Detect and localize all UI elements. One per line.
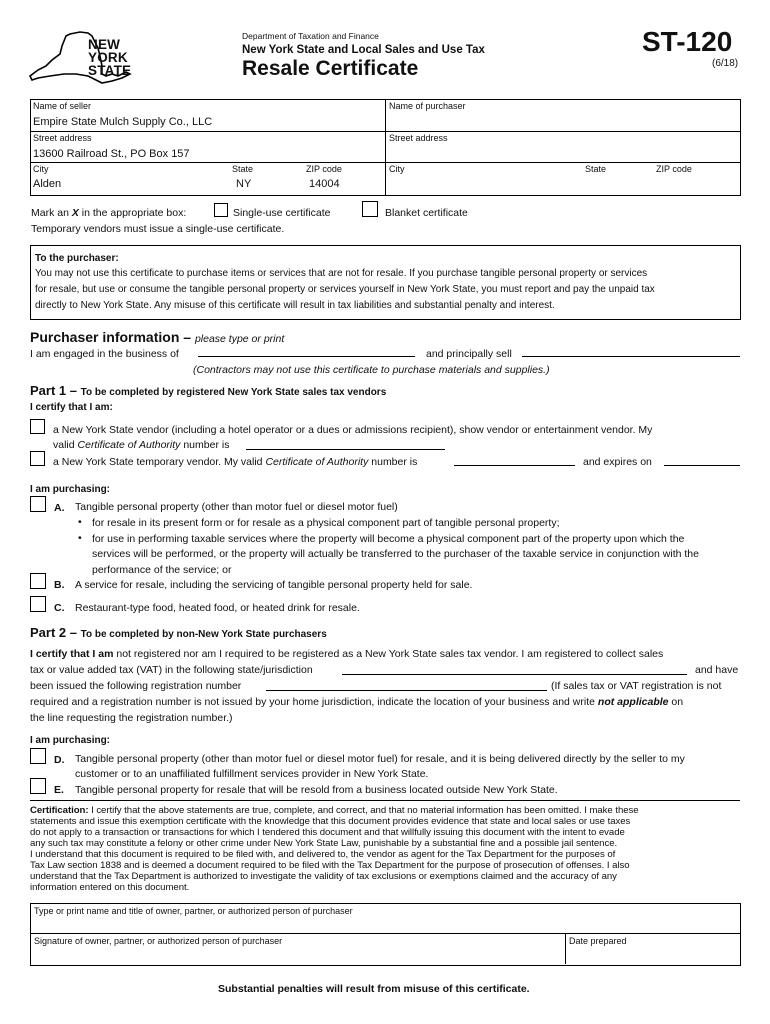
engaged-in-business-label: I am engaged in the business of: [30, 348, 179, 360]
state-logo-line-3: STATE: [88, 63, 132, 78]
principally-sell-field[interactable]: [522, 356, 740, 357]
purchaser-name-field[interactable]: [388, 113, 736, 129]
department-name: Department of Taxation and Finance: [242, 31, 379, 41]
part2-line-3: been issued the following registration number: [30, 680, 242, 692]
certification-line-7: understand that the Tax Department is authorized to investigate the validity of tax exclusions or exemptions claimed and the accuracy of any: [30, 871, 617, 882]
purchaser-city-label: City: [389, 164, 405, 174]
signature-field[interactable]: [32, 947, 562, 962]
form-subtitle: New York State and Local Sales and Use Tax: [242, 44, 485, 56]
signature-date-divider: [565, 933, 566, 964]
contractors-note: (Contractors may not use this certificate to purchase materials and supplies.): [193, 364, 550, 376]
seller-city-value[interactable]: Alden: [33, 178, 62, 190]
option-a-text: Tangible personal property (other than motor fuel or diesel motor fuel): [75, 501, 398, 513]
purchaser-street-label: Street address: [389, 133, 448, 143]
temporary-vendor-note: Temporary vendors must issue a single-use certificate.: [31, 223, 285, 235]
option-d-checkbox[interactable]: [30, 748, 46, 764]
purchaser-state-field[interactable]: [582, 176, 648, 192]
penalty-warning: Substantial penalties will result from misuse of this certificate.: [218, 983, 530, 995]
nys-vendor-text-2: valid Certificate of Authority number is: [53, 439, 230, 451]
single-use-checkbox[interactable]: [214, 203, 228, 217]
state-logo-line-2: YORK: [88, 50, 128, 65]
option-c-checkbox[interactable]: [30, 596, 46, 612]
option-a-checkbox[interactable]: [30, 496, 46, 512]
to-purchaser-line-3: directly to New York State. Any misuse of this certificate will result in tax liabilities and substantial penalty and interest.: [35, 300, 555, 311]
option-d-letter: D.: [54, 754, 65, 766]
certification-line-8: information entered on this document.: [30, 882, 190, 893]
registration-number-field[interactable]: [266, 690, 547, 691]
purchaser-state-label: State: [585, 164, 607, 174]
temporary-vendor-text: a New York State temporary vendor. My valid Certificate of Authority number is: [53, 456, 418, 468]
form-revision: (6/18): [712, 58, 739, 69]
option-d-line-2: customer or to an unaffiliated fulfillment services provider in New York State.: [75, 768, 429, 780]
seller-name-label: Name of seller: [33, 101, 92, 111]
part2-line-4: required and a registration number is not issued by your home jurisdiction, indicate the location of your business and write not applicable on: [30, 696, 684, 708]
certificate-authority-number-field[interactable]: [246, 449, 445, 450]
part2-line-1: I certify that I am not registered nor am I required to be registered as a New York State sales tax vendor. I am registered to collect sales: [30, 648, 664, 660]
option-e-checkbox[interactable]: [30, 778, 46, 794]
part2-line-2-end: and have: [695, 664, 739, 676]
date-prepared-label: Date prepared: [569, 936, 627, 946]
option-c-letter: C.: [54, 602, 65, 614]
seller-zip-label: ZIP code: [306, 164, 342, 174]
seller-state-value[interactable]: NY: [236, 178, 252, 190]
name-title-field[interactable]: [32, 917, 737, 931]
blanket-checkbox[interactable]: [362, 201, 378, 217]
part2-line-5: the line requesting the registration number.): [30, 712, 233, 724]
principally-sell-label: and principally sell: [426, 348, 512, 360]
to-purchaser-line-1: You may not use this certificate to purchase items or services that are not for resale. If you purchase tangible personal property or services: [35, 268, 648, 279]
name-title-label: Type or print name and title of owner, partner, or authorized person of purchaser: [34, 906, 353, 916]
option-b-letter: B.: [54, 579, 65, 591]
option-a-bullet-2-dot: •: [78, 532, 82, 544]
part1-certify: I certify that I am:: [30, 402, 113, 413]
option-a-letter: A.: [54, 502, 65, 514]
temporary-vendor-checkbox[interactable]: [30, 451, 45, 466]
purchaser-name-label: Name of purchaser: [389, 101, 466, 111]
row-divider-2: [30, 162, 740, 163]
to-purchaser-heading: To the purchaser:: [35, 253, 119, 264]
nys-vendor-text-1: a New York State vendor (including a hotel operator or a dues or admissions recipient), show vendor or entertainment vendor. My: [53, 424, 653, 436]
option-a-bullet-2-line-3: performance of the service; or: [92, 564, 232, 576]
certification-line-4: any such tax may constitute a felony or other crime under New York State Law, punishable by a substantial fine and a possible jail sentence.: [30, 838, 618, 849]
option-b-text: A service for resale, including the servicing of tangible personal property held for sale.: [75, 579, 473, 591]
expires-on-label: and expires on: [583, 456, 652, 468]
part1-heading: Part 1 – To be completed by registered New York State sales tax vendors: [30, 383, 387, 398]
row-divider-1: [30, 131, 740, 132]
certification-line-3: do not apply to a transaction or transactions for which I tendered this document and that willfully issuing this document with the intent to evade: [30, 827, 625, 838]
nys-vendor-checkbox[interactable]: [30, 419, 45, 434]
seller-name-value[interactable]: Empire State Mulch Supply Co., LLC: [33, 116, 213, 128]
option-a-bullet-1: for resale in its present form or for resale as a physical component part of tangible personal property;: [92, 517, 560, 529]
option-a-bullet-2-line-2: services will be performed, or the property will actually be transferred to the purchaser of the taxable service in conjunction with the: [92, 548, 699, 560]
purchaser-city-field[interactable]: [388, 176, 578, 192]
certification-line-5: I understand that this document is required to be filed with, and delivered to, the vendor as agent for the Tax Department for the purposes of: [30, 849, 616, 860]
certification-line-2: statements and issue this exemption certificate with the knowledge that this document provides evidence that state and local sales or use taxes: [30, 816, 631, 827]
seller-street-label: Street address: [33, 133, 92, 143]
option-a-bullet-2-line-1: for use in performing taxable services where the property will become a physical component part of the property upon which the: [92, 533, 685, 545]
part2-purchasing: I am purchasing:: [30, 735, 111, 746]
part2-line-2: tax or value added tax (VAT) in the following state/jurisdiction: [30, 664, 313, 676]
date-prepared-field[interactable]: [568, 947, 737, 962]
single-use-label: Single-use certificate: [233, 207, 331, 219]
expires-on-field[interactable]: [664, 465, 740, 466]
blanket-label: Blanket certificate: [385, 207, 468, 219]
vertical-divider: [385, 99, 386, 195]
option-d-line-1: Tangible personal property (other than motor fuel or diesel motor fuel) for resale, and it is being delivered directly by the seller to my: [75, 753, 685, 765]
option-e-letter: E.: [54, 784, 64, 796]
part2-heading: Part 2 – To be completed by non-New York State purchasers: [30, 625, 327, 640]
form-number: ST-120: [642, 26, 733, 57]
part2-line-3-end: (If sales tax or VAT registration is not: [551, 680, 722, 692]
seller-zip-value[interactable]: 14004: [309, 178, 340, 190]
form-title: Resale Certificate: [242, 57, 419, 80]
temporary-authority-number-field[interactable]: [454, 465, 575, 466]
option-a-bullet-1-dot: •: [78, 516, 82, 528]
signature-label: Signature of owner, partner, or authorized person of purchaser: [34, 936, 283, 946]
purchaser-zip-field[interactable]: [654, 176, 736, 192]
certification-divider: [30, 800, 740, 801]
seller-state-label: State: [232, 164, 254, 174]
part1-purchasing: I am purchasing:: [30, 484, 111, 495]
certification-line-1: Certification: I certify that the above statements are true, complete, and correct, and that no material information has been omitted. I make these: [30, 805, 639, 816]
purchaser-info-heading: Purchaser information – please type or print: [30, 329, 285, 345]
option-c-text: Restaurant-type food, heated food, or heated drink for resale.: [75, 602, 360, 614]
option-b-checkbox[interactable]: [30, 573, 46, 589]
signature-row-divider: [30, 933, 740, 934]
purchaser-street-field[interactable]: [388, 145, 736, 161]
business-of-field[interactable]: [198, 356, 415, 357]
seller-street-value[interactable]: 13600 Railroad St., PO Box 157: [33, 148, 190, 160]
purchaser-zip-label: ZIP code: [656, 164, 692, 174]
jurisdiction-field[interactable]: [342, 674, 687, 675]
state-logo-line-1: NEW: [88, 37, 121, 52]
seller-city-label: City: [33, 164, 49, 174]
certification-line-6: Tax Law section 1838 and is deemed a document required to be filed with the Tax Department for the purpose of prosecution of offenses. I also: [30, 860, 630, 871]
to-purchaser-line-2: for resale, but use or consume the tangible personal property or services yourself in New York State, you must report and pay the unpaid tax: [35, 284, 655, 295]
certificate-type-prompt: Mark an X in the appropriate box:: [31, 207, 187, 219]
option-e-text: Tangible personal property for resale that will be resold from a business located outside New York State.: [75, 784, 558, 796]
